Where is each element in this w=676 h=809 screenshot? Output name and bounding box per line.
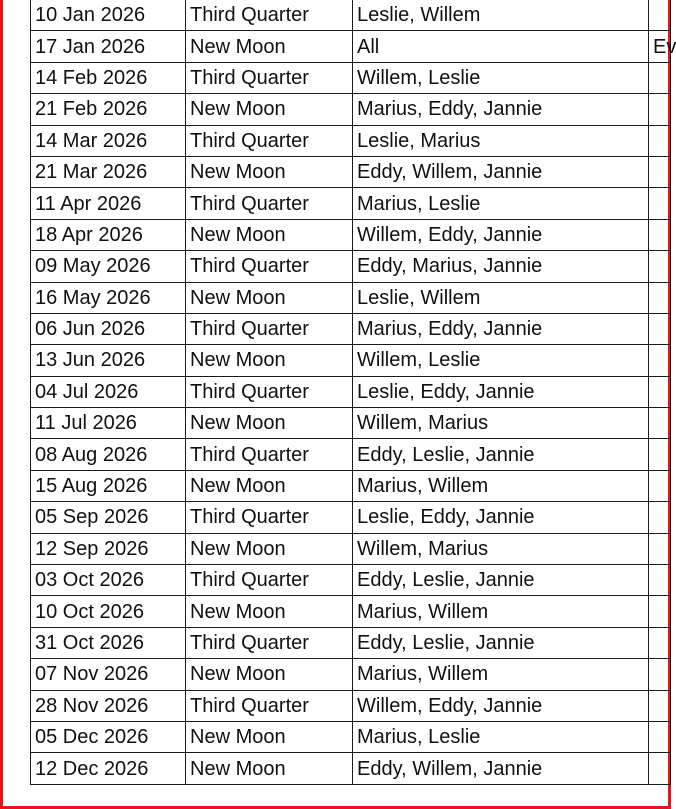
moon-phase-cell[interactable]: New Moon [186, 470, 353, 501]
date-cell[interactable]: 08 Aug 2026 [31, 439, 186, 470]
note-cell[interactable] [649, 753, 671, 784]
table-row [31, 565, 671, 596]
date-cell[interactable]: 21 Feb 2026 [31, 94, 186, 125]
date-cell[interactable]: 09 May 2026 [31, 251, 186, 282]
note-cell[interactable] [649, 690, 671, 721]
table-row [31, 376, 671, 407]
moon-phase-cell[interactable]: New Moon [186, 533, 353, 564]
table-row [31, 408, 671, 439]
moon-phase-cell[interactable]: Third Quarter [186, 627, 353, 658]
date-cell[interactable]: 03 Oct 2026 [31, 565, 186, 596]
date-cell[interactable]: 28 Nov 2026 [31, 690, 186, 721]
moon-phase-cell[interactable]: Third Quarter [186, 125, 353, 156]
people-cell[interactable]: Eddy, Willem, Jannie [353, 753, 649, 784]
people-cell[interactable]: Marius, Eddy, Jannie [353, 94, 649, 125]
date-cell[interactable]: 10 Oct 2026 [31, 596, 186, 627]
moon-schedule-table [30, 0, 676, 785]
note-cell[interactable] [649, 219, 671, 250]
date-cell[interactable]: 31 Oct 2026 [31, 627, 186, 658]
people-cell[interactable]: Willem, Marius [353, 408, 649, 439]
people-cell[interactable]: Willem, Eddy, Jannie [353, 690, 649, 721]
people-cell[interactable]: Leslie, Eddy, Jannie [353, 502, 649, 533]
people-cell[interactable]: Leslie, Willem [353, 0, 649, 31]
note-cell[interactable] [649, 627, 671, 658]
table-row [31, 188, 671, 219]
date-cell[interactable]: 16 May 2026 [31, 282, 186, 313]
table-row [31, 753, 671, 784]
moon-phase-cell[interactable]: New Moon [186, 94, 353, 125]
note-cell[interactable] [649, 470, 671, 501]
date-cell[interactable]: 21 Mar 2026 [31, 156, 186, 187]
people-cell[interactable]: Eddy, Leslie, Jannie [353, 627, 649, 658]
note-cell[interactable] [649, 596, 671, 627]
date-cell[interactable]: 05 Sep 2026 [31, 502, 186, 533]
table-row [31, 156, 671, 187]
date-cell[interactable]: 12 Dec 2026 [31, 753, 186, 784]
date-cell[interactable]: 11 Jul 2026 [31, 408, 186, 439]
table-row [31, 721, 671, 752]
moon-phase-cell[interactable]: Third Quarter [186, 188, 353, 219]
moon-phase-cell[interactable]: New Moon [186, 156, 353, 187]
note-cell[interactable] [649, 62, 671, 93]
people-cell[interactable]: Eddy, Willem, Jannie [353, 156, 649, 187]
date-cell[interactable]: 15 Aug 2026 [31, 470, 186, 501]
people-cell[interactable]: Marius, Willem [353, 596, 649, 627]
moon-phase-cell[interactable]: Third Quarter [186, 565, 353, 596]
note-cell[interactable] [649, 282, 671, 313]
table-row [31, 596, 671, 627]
red-frame-left [0, 0, 3, 809]
note-cell[interactable]: Ev [649, 31, 671, 62]
note-cell[interactable] [649, 125, 671, 156]
moon-phase-cell[interactable]: New Moon [186, 31, 353, 62]
people-cell[interactable]: Leslie, Eddy, Jannie [353, 376, 649, 407]
note-cell[interactable] [649, 0, 671, 31]
date-cell[interactable]: 07 Nov 2026 [31, 659, 186, 690]
moon-phase-cell[interactable]: New Moon [186, 721, 353, 752]
note-cell[interactable] [649, 94, 671, 125]
people-cell[interactable]: Marius, Leslie [353, 721, 649, 752]
moon-phase-cell[interactable]: New Moon [186, 345, 353, 376]
moon-phase-cell[interactable]: Third Quarter [186, 313, 353, 344]
note-cell[interactable] [649, 251, 671, 282]
table-row [31, 0, 671, 31]
people-cell[interactable]: Marius, Leslie [353, 188, 649, 219]
table-row [31, 219, 671, 250]
moon-phase-cell[interactable]: New Moon [186, 753, 353, 784]
people-cell[interactable]: Willem, Eddy, Jannie [353, 219, 649, 250]
date-cell[interactable]: 06 Jun 2026 [31, 313, 186, 344]
people-cell[interactable]: Marius, Willem [353, 470, 649, 501]
moon-phase-cell[interactable]: New Moon [186, 282, 353, 313]
date-cell[interactable]: 14 Mar 2026 [31, 125, 186, 156]
moon-phase-cell[interactable]: Third Quarter [186, 502, 353, 533]
schedule-table-body [31, 0, 676, 784]
table-row [31, 345, 671, 376]
moon-phase-cell[interactable]: Third Quarter [186, 439, 353, 470]
date-cell[interactable]: 11 Apr 2026 [31, 188, 186, 219]
date-cell[interactable]: 13 Jun 2026 [31, 345, 186, 376]
people-cell[interactable]: Marius, Eddy, Jannie [353, 313, 649, 344]
table-row [31, 659, 671, 690]
date-cell[interactable]: 05 Dec 2026 [31, 721, 186, 752]
note-cell[interactable] [649, 156, 671, 187]
note-cell[interactable] [649, 721, 671, 752]
people-cell[interactable]: Eddy, Leslie, Jannie [353, 565, 649, 596]
date-cell[interactable]: 17 Jan 2026 [31, 31, 186, 62]
note-cell[interactable] [649, 502, 671, 533]
people-cell[interactable]: Marius, Willem [353, 659, 649, 690]
table-row [31, 627, 671, 658]
people-cell[interactable]: Willem, Marius [353, 533, 649, 564]
people-cell[interactable]: Leslie, Marius [353, 125, 649, 156]
note-cell[interactable] [649, 188, 671, 219]
table-row [31, 31, 671, 62]
table-row [31, 313, 671, 344]
table-row [31, 282, 671, 313]
note-cell[interactable] [649, 313, 671, 344]
note-cell[interactable] [649, 408, 671, 439]
date-cell[interactable]: 04 Jul 2026 [31, 376, 186, 407]
note-cell[interactable] [649, 345, 671, 376]
table-row [31, 439, 671, 470]
moon-phase-cell[interactable]: New Moon [186, 596, 353, 627]
note-cell[interactable] [649, 659, 671, 690]
date-cell[interactable]: 14 Feb 2026 [31, 62, 186, 93]
table-row [31, 533, 671, 564]
note-cell[interactable] [649, 533, 671, 564]
note-cell[interactable] [649, 376, 671, 407]
moon-phase-cell[interactable]: Third Quarter [186, 251, 353, 282]
table-row [31, 251, 671, 282]
table-row [31, 502, 671, 533]
moon-phase-cell[interactable]: Third Quarter [186, 0, 353, 31]
date-cell[interactable]: 12 Sep 2026 [31, 533, 186, 564]
moon-phase-cell[interactable]: Third Quarter [186, 62, 353, 93]
note-cell[interactable] [649, 565, 671, 596]
people-cell[interactable]: All [353, 31, 649, 62]
table-row [31, 125, 671, 156]
table-row [31, 94, 671, 125]
date-cell[interactable]: 18 Apr 2026 [31, 219, 186, 250]
moon-phase-cell[interactable]: New Moon [186, 659, 353, 690]
people-cell[interactable]: Eddy, Marius, Jannie [353, 251, 649, 282]
table-row [31, 690, 671, 721]
people-cell[interactable]: Willem, Leslie [353, 62, 649, 93]
people-cell[interactable]: Leslie, Willem [353, 282, 649, 313]
moon-phase-cell[interactable]: Third Quarter [186, 376, 353, 407]
moon-phase-cell[interactable]: Third Quarter [186, 690, 353, 721]
people-cell[interactable]: Eddy, Leslie, Jannie [353, 439, 649, 470]
date-cell[interactable]: 10 Jan 2026 [31, 0, 186, 31]
moon-phase-cell[interactable]: New Moon [186, 219, 353, 250]
table-row [31, 470, 671, 501]
table-row [31, 62, 671, 93]
note-cell[interactable] [649, 439, 671, 470]
moon-phase-cell[interactable]: New Moon [186, 408, 353, 439]
people-cell[interactable]: Willem, Leslie [353, 345, 649, 376]
